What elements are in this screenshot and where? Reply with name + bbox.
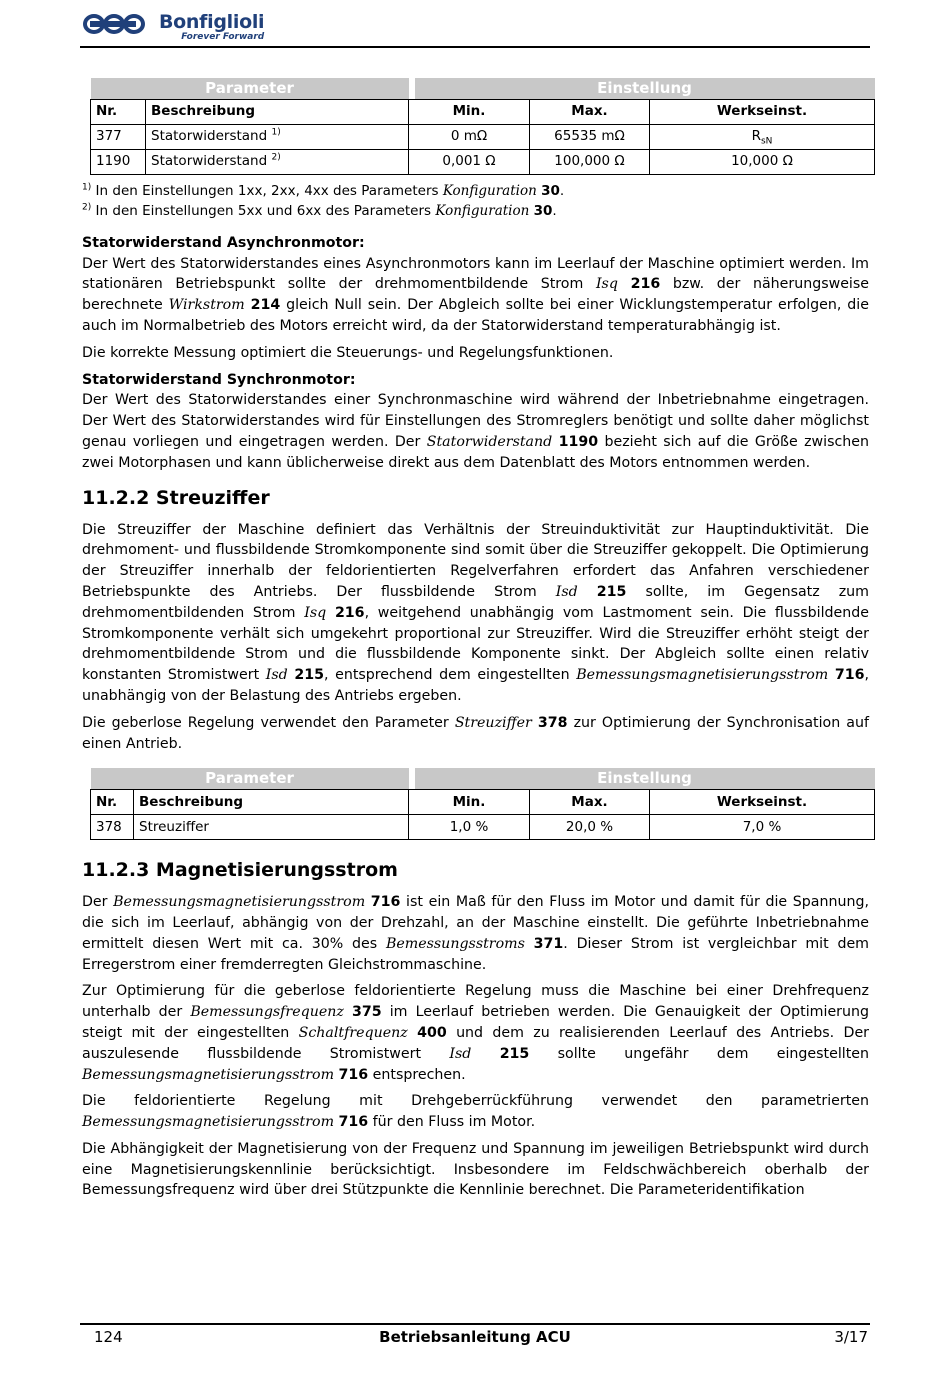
cell-max: 100,000 Ω xyxy=(530,149,650,174)
table-row xyxy=(91,815,875,840)
footnote-2: $^{2)}$ In den Einstellungen 5xx und 6xx des Parameters Konfiguration 30. xyxy=(82,202,557,219)
parameter-table-streuziffer xyxy=(90,768,875,840)
cell-min: 0,001 Ω xyxy=(409,149,530,174)
group-header-setting: Einstellung xyxy=(415,78,875,99)
cell-max: 65535 mΩ xyxy=(530,124,650,149)
cell-min: 1,0 % xyxy=(409,815,530,840)
footnote-mark: 1) xyxy=(271,127,281,138)
cell-default: 7,0 % xyxy=(650,815,875,840)
cell-max: 20,0 % xyxy=(530,815,650,840)
col-header-desc: Beschreibung xyxy=(146,99,409,124)
cell-default: 10,000 Ω xyxy=(650,149,875,174)
paragraph-async-1: Der Wert des Statorwiderstandes eines Asynchronmotors kann im Leerlauf der Maschine optimiert werden. Im stationären Betriebspunkt sollte der drehmomentbildende Strom Isq 216 bzw. der näherungsweise berechnete Wirkstrom 214 gleich Null sein. Der Abgleich sollte bei einer Wicklungstemperatur erfolgen, die auch im Normalbetrieb des Motors erreicht wird, da der Statorwiderstand temperaturabhängig ist. xyxy=(82,255,869,334)
col-header-max: Max. xyxy=(530,99,650,124)
brand-tagline: Forever Forward xyxy=(181,32,265,42)
footnote-1: $^{1)}$ In den Einstellungen 1xx, 2xx, 4xx des Parameters Konfiguration 30. xyxy=(82,182,565,199)
col-header-min: Min. xyxy=(409,790,530,815)
cell-nr: 378 xyxy=(91,815,134,840)
paragraph-magn-3: Die feldorientierte Regelung mit Drehgeberrückführung verwendet den parametrierten Bemessungsmagnetisierungsstrom 716 für den Fluss im Motor. xyxy=(82,1093,869,1131)
table-header-row xyxy=(91,790,875,815)
heading-async: Statorwiderstand Asynchronmotor: xyxy=(82,234,365,251)
section-title-magnetisierungsstrom: 11.2.3 Magnetisierungsstrom xyxy=(82,859,398,882)
document-title: Betriebsanleitung ACU xyxy=(379,1328,571,1346)
table-row xyxy=(91,124,875,149)
page-header xyxy=(80,8,870,48)
table-row xyxy=(91,149,875,174)
col-header-default: Werkseinst. xyxy=(650,99,875,124)
page-content xyxy=(82,78,869,1207)
cell-default: $R_{sN}$ xyxy=(650,124,875,149)
cell-min: 0 mΩ xyxy=(409,124,530,149)
col-header-min: Min. xyxy=(409,99,530,124)
cell-desc: Statorwiderstand $^{2)}$ xyxy=(146,149,409,174)
page-number: 124 xyxy=(94,1328,123,1346)
col-header-desc: Beschreibung xyxy=(134,790,409,815)
col-header-nr: Nr. xyxy=(91,99,146,124)
brand-name: Bonfiglioli xyxy=(159,11,265,33)
brand-logo xyxy=(82,12,264,42)
footnote-mark: 2) xyxy=(271,152,281,163)
paragraph-streu-1: Die Streuziffer der Maschine definiert das Verhältnis der Streuinduktivität zur Hauptinduktivität. Die drehmoment- und flussbildende Stromkomponente sind somit über die Streuziffer gekoppelt. Die Optimierung der Streuziffer innerhalb der feldorientierten Regelverfahren erfordert das Anfahren verschiedener Betriebspunkte des Antriebs. Der flussbildende Strom Isd 215 sollte, im Gegensatz zum drehmomentbildenden Strom Isq 216, weitgehend unabhängig vom Lastmoment sein. Die flussbildende Stromkomponente verhält sich umgekehrt proportional zur Streuziffer. Wird die Streuziffer erhöht steigt der drehmomentbildende Strom und die flussbildende Komponente sinkt. Der Abgleich sollte einen relativ konstanten Stromistwert Isd 215, entsprechend dem eingestellten Bemessungsmagnetisierungsstrom 716, unabhängig von der Belastung des Antriebs ergeben. xyxy=(82,521,869,704)
paragraph-magn-4: Die Abhängigkeit der Magnetisierung von der Frequenz und Spannung im jeweiligen Betriebspunkt wird durch eine Magnetisierungskennlinie berücksichtigt. Insbesondere im Feldschwächbereich oberhalb der Bemessungsfrequenz wird über drei Stützpunkte die Kennlinie berechnet. Die Parameteridentifikation xyxy=(82,1140,869,1199)
table-header-row xyxy=(91,99,875,124)
cell-nr: 377 xyxy=(91,124,146,149)
footnotes xyxy=(82,181,869,221)
group-header-setting: Einstellung xyxy=(415,768,875,789)
paragraph-magn-1: Der Bemessungsmagnetisierungsstrom 716 ist ein Maß für den Fluss im Motor und damit für die Spannung, die sich im Leerlauf, abhängig von der Drehzahl, an der Maschine einstellt. Die geführte Inbetriebnahme ermittelt diesen Wert mit ca. 30% des Bemessungsstroms 371. Dieser Strom ist vergleichbar mit dem Erregerstrom einer fremderregten Gleichstrommaschine. xyxy=(82,894,869,973)
paragraph-sync-1: Der Wert des Statorwiderstandes einer Synchronmaschine wird während der Inbetriebnahme eingetragen. Der Wert des Statorwiderstandes wird für Einstellungen des Stromreglers benötigt und sollte daher möglichst genau vorliegen und eingetragen werden. Der Statorwiderstand 1190 bezieht sich auf die Größe zwischen zwei Motorphasen und kann üblicherweise direkt aus dem Datenblatt des Motors entnommen werden. xyxy=(82,392,869,471)
heading-sync: Statorwiderstand Synchronmotor: xyxy=(82,371,356,388)
section-title-streuziffer: 11.2.2 Streuziffer xyxy=(82,486,270,509)
cell-nr: 1190 xyxy=(91,149,146,174)
paragraph-magn-2: Zur Optimierung für die geberlose feldorientierte Regelung muss die Maschine bei einer Drehfrequenz unterhalb der Bemessungsfrequenz 375 im Leerlauf betrieben werden. Die Genauigkeit der Optimierung steigt mit der eingestellten Schaltfrequenz 400 und dem zu realisierenden Leerlauf des Antriebs. Der auszulesende flussbildende Stromistwert Isd 215 sollte ungefähr dem eingestellten Bemessungsmagnetisierungsstrom 716 entsprechen. xyxy=(82,983,869,1083)
col-header-nr: Nr. xyxy=(91,790,134,815)
group-header-parameter: Parameter xyxy=(91,768,409,789)
bonfiglioli-logo-icon xyxy=(82,12,154,36)
parameter-table-statorwiderstand xyxy=(90,78,875,175)
col-header-default: Werkseinst. xyxy=(650,790,875,815)
page-footer xyxy=(80,1323,870,1346)
cell-desc: Statorwiderstand $^{1)}$ xyxy=(146,124,409,149)
cell-desc: Streuziffer xyxy=(134,815,409,840)
paragraph-streu-2: Die geberlose Regelung verwendet den Parameter Streuziffer 378 zur Optimierung der Synchronisation auf einen Antrieb. xyxy=(82,714,869,752)
paragraph-async-2: Die korrekte Messung optimiert die Steuerungs- und Regelungsfunktionen. xyxy=(82,344,614,361)
document-revision: 3/17 xyxy=(834,1328,868,1346)
group-header-parameter: Parameter xyxy=(91,78,409,99)
col-header-max: Max. xyxy=(530,790,650,815)
